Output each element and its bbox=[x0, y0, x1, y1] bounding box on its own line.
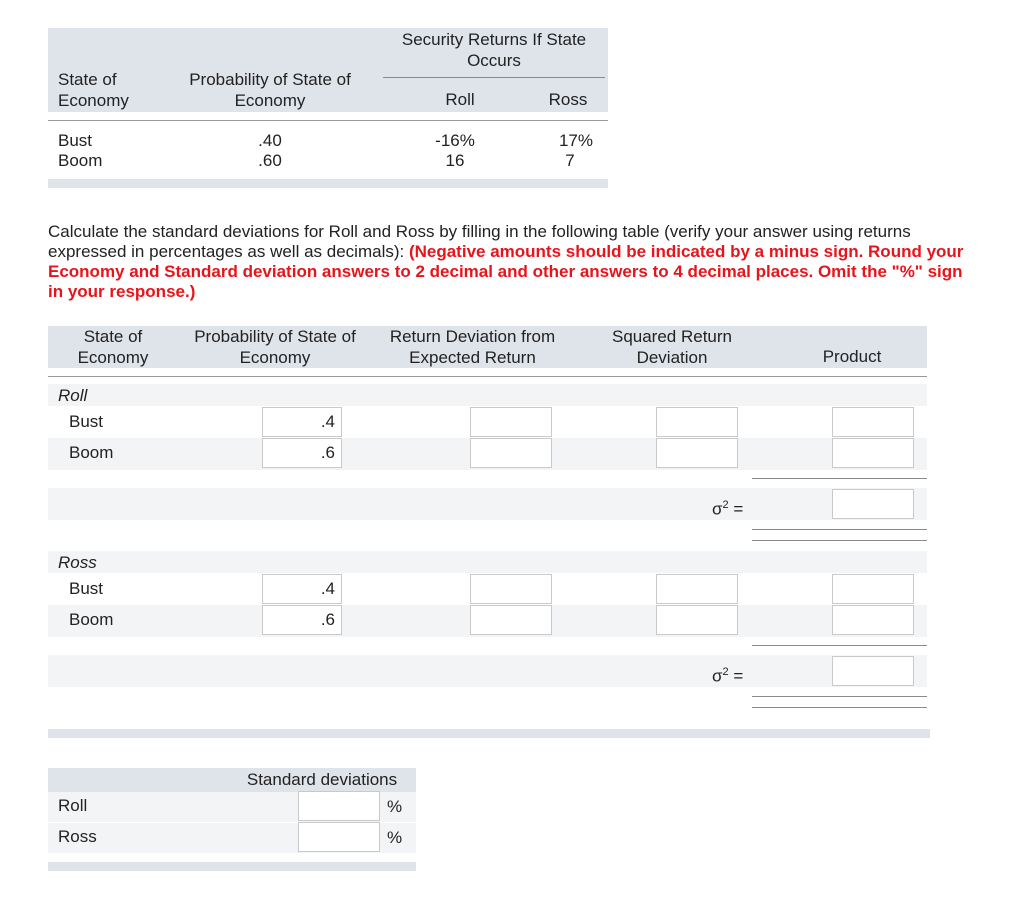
calc-header-bottom-rule bbox=[48, 376, 927, 377]
roll-sum-rule bbox=[752, 478, 927, 479]
calc-header-probability: Probability of State of Economy bbox=[194, 327, 356, 367]
given-header-ross: Ross bbox=[548, 90, 588, 109]
roll-boom-label: Boom bbox=[69, 443, 114, 462]
roll-bust-return-deviation-input[interactable] bbox=[470, 407, 552, 437]
ross-bust-probability-input[interactable]: .4 bbox=[262, 574, 342, 604]
group-header-rule bbox=[383, 77, 605, 78]
ross-variance-label: $\sigma^2$ = bbox=[712, 666, 744, 686]
roll-double-rule-top bbox=[752, 529, 927, 530]
roll-bust-squared-deviation-input[interactable] bbox=[656, 407, 738, 437]
given-row-roll: 16 bbox=[445, 151, 465, 170]
sd-ross-unit: % bbox=[387, 828, 403, 847]
sd-header: Standard deviations bbox=[246, 770, 398, 789]
calc-header-state: State of Economy bbox=[77, 327, 149, 367]
ross-boom-product-input[interactable] bbox=[832, 605, 914, 635]
ross-boom-probability-input[interactable]: .6 bbox=[262, 605, 342, 635]
given-row-ross: 7 bbox=[565, 151, 575, 170]
ross-bust-product-input[interactable] bbox=[832, 574, 914, 604]
ross-boom-return-deviation-input[interactable] bbox=[470, 605, 552, 635]
roll-variance-input[interactable] bbox=[832, 489, 914, 519]
roll-standard-deviation-input[interactable] bbox=[298, 791, 380, 821]
given-row-prob: .40 bbox=[258, 131, 282, 150]
ross-sum-rule bbox=[752, 645, 927, 646]
roll-boom-probability-input[interactable]: .6 bbox=[262, 438, 342, 468]
ross-section-label: Ross bbox=[58, 553, 97, 572]
instructions bbox=[48, 222, 968, 302]
ross-bust-squared-deviation-input[interactable] bbox=[656, 574, 738, 604]
instructions-red-note: (Negative amounts should be indicated by a minus sign. Round your Economy and Standard deviation answers to 2 decimal and other answers to 4 decimal places. Omit the "%" sign in your response.) bbox=[48, 242, 964, 301]
ross-bust-label: Bust bbox=[69, 579, 104, 598]
roll-bust-label: Bust bbox=[69, 412, 104, 431]
calc-header-squared-deviation: Squared Return Deviation bbox=[611, 327, 733, 367]
given-header-state: State of Economy bbox=[58, 70, 129, 110]
given-header-roll: Roll bbox=[445, 90, 475, 109]
given-header-probability: Probability of State of Economy bbox=[189, 70, 351, 110]
roll-bust-product-input[interactable] bbox=[832, 407, 914, 437]
ross-variance-row-bg bbox=[48, 655, 927, 687]
security-returns-group-header: Security Returns If State Occurs bbox=[401, 30, 587, 70]
roll-variance-row-bg bbox=[48, 488, 927, 520]
given-row-state: Bust bbox=[58, 131, 93, 150]
given-row-state: Boom bbox=[58, 151, 103, 170]
roll-label-row bbox=[48, 384, 927, 406]
ross-double-rule-bottom bbox=[752, 707, 927, 708]
ross-bust-return-deviation-input[interactable] bbox=[470, 574, 552, 604]
ross-variance-input[interactable] bbox=[832, 656, 914, 686]
given-header-bottom-rule bbox=[48, 120, 608, 121]
roll-section-label: Roll bbox=[58, 386, 88, 405]
calc-header-return-deviation: Return Deviation from Expected Return bbox=[389, 327, 556, 367]
sd-roll-label: Roll bbox=[58, 796, 88, 815]
roll-double-rule-bottom bbox=[752, 540, 927, 541]
roll-boom-squared-deviation-input[interactable] bbox=[656, 438, 738, 468]
roll-bust-probability-input[interactable]: .4 bbox=[262, 407, 342, 437]
ross-double-rule-top bbox=[752, 696, 927, 697]
ross-standard-deviation-input[interactable] bbox=[298, 822, 380, 852]
ross-boom-squared-deviation-input[interactable] bbox=[656, 605, 738, 635]
calc-table-footer-band bbox=[48, 729, 930, 738]
given-row-prob: .60 bbox=[258, 151, 282, 170]
roll-boom-product-input[interactable] bbox=[832, 438, 914, 468]
ross-label-row bbox=[48, 551, 927, 573]
sd-roll-unit: % bbox=[387, 797, 403, 816]
roll-boom-return-deviation-input[interactable] bbox=[470, 438, 552, 468]
given-table-footer-band bbox=[48, 179, 608, 188]
ross-boom-label: Boom bbox=[69, 610, 114, 629]
instructions-text: Calculate the standard deviations for Roll and Ross by filling in the following table (verify your answer using returns expressed in percentages as well as decimals): bbox=[48, 222, 911, 261]
calc-header-product: Product bbox=[822, 347, 882, 366]
sd-ross-label: Ross bbox=[58, 827, 97, 846]
given-row-roll: -16% bbox=[435, 131, 475, 150]
sd-footer-band bbox=[48, 862, 416, 871]
roll-variance-label: $\sigma^2$ = bbox=[712, 499, 744, 519]
given-row-ross: 17% bbox=[558, 131, 593, 150]
